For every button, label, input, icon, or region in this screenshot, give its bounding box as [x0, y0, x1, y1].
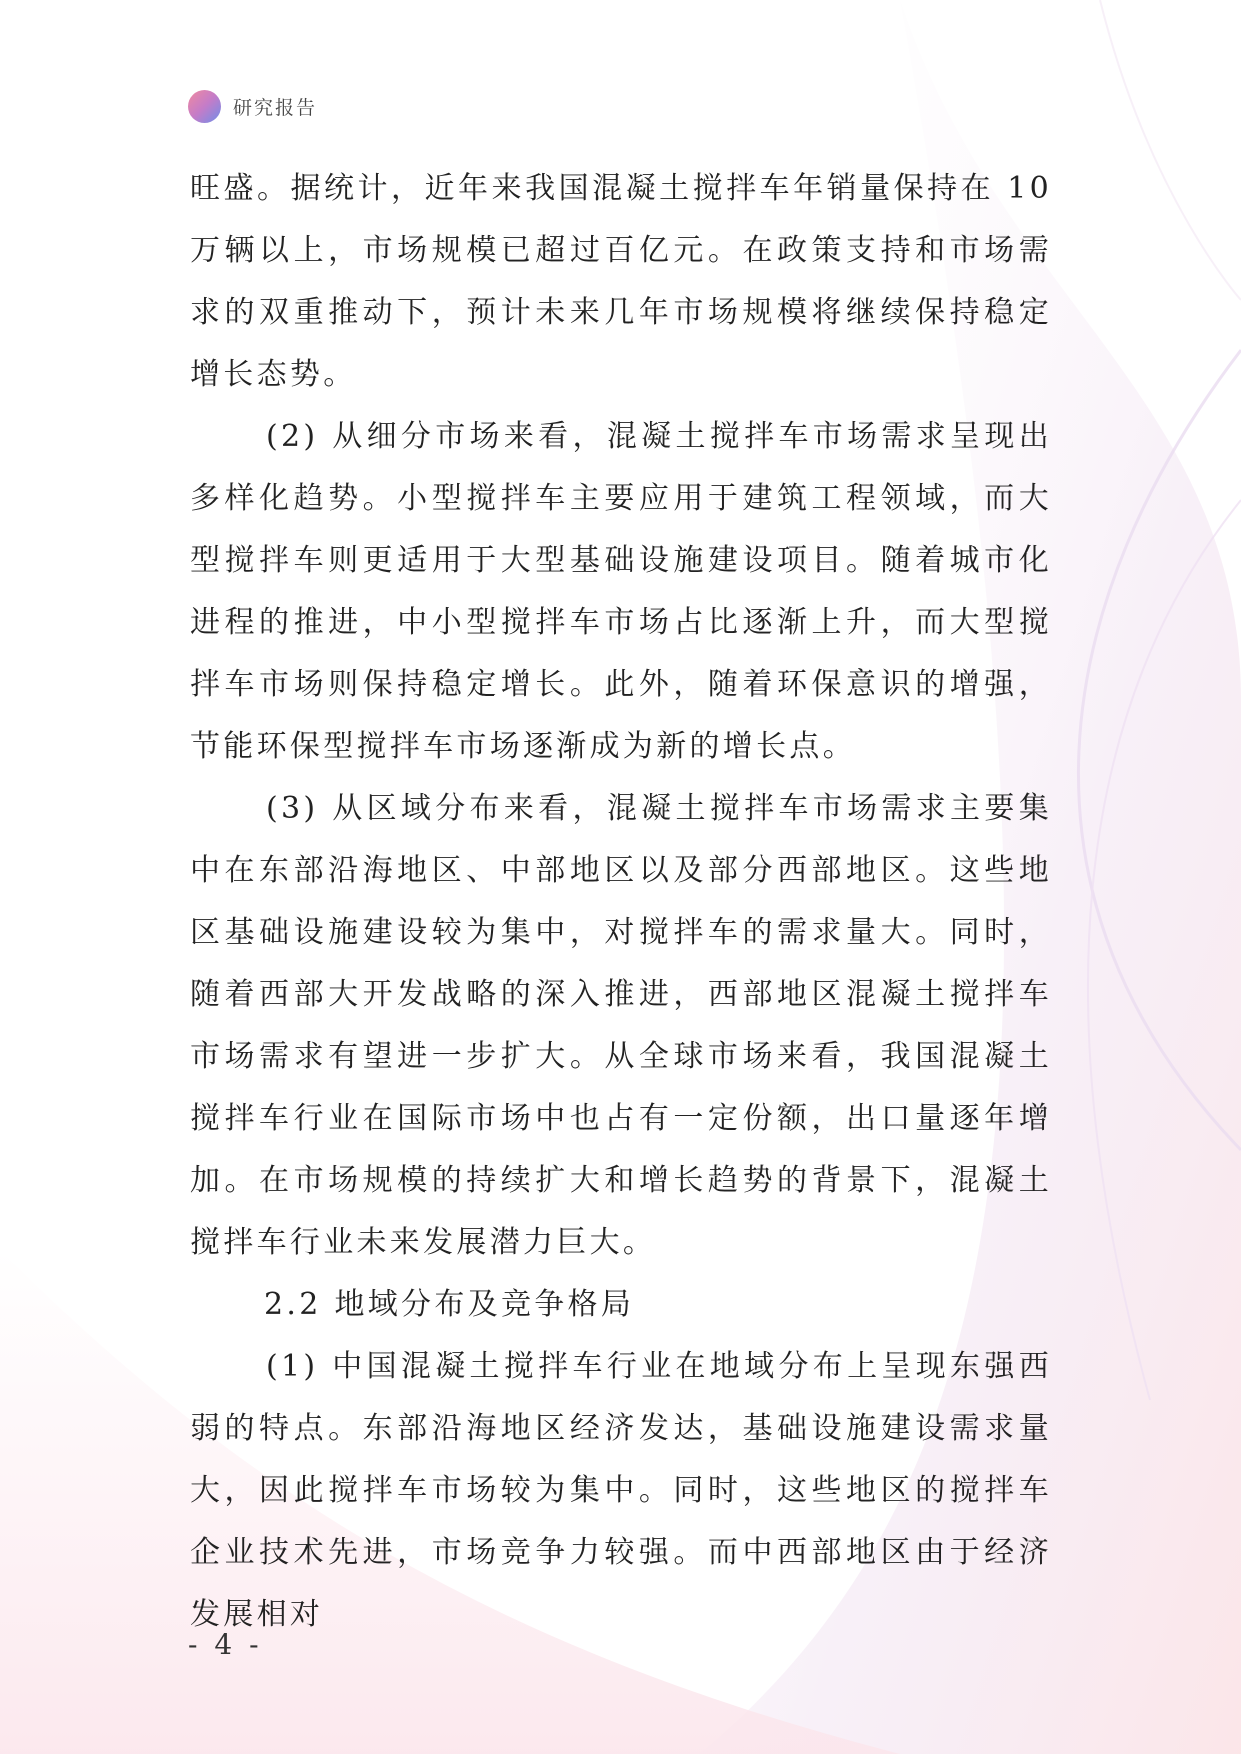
logo-circle-icon	[188, 90, 221, 123]
paragraph-3: (3) 从区域分布来看，混凝土搅拌车市场需求主要集中在东部沿海地区、中部地区以及部分西部地区。这些地区基础设施建设较为集中，对搅拌车的需求量大。同时，随着西部大开发战略的深入推进，西部地区混凝土搅拌车市场需求有望进一步扩大。从全球市场来看，我国混凝土搅拌车行业在国际市场中也占有一定份额，出口量逐年增加。在市场规模的持续扩大和增长趋势的背景下，混凝土搅拌车行业未来发展潜力巨大。	[190, 791, 1052, 1260]
paragraph-4: (1) 中国混凝土搅拌车行业在地域分布上呈现东强西弱的特点。东部沿海地区经济发达，基础设施建设需求量大，因此搅拌车市场较为集中。同时，这些地区的搅拌车企业技术先进，市场竞争力较强。而中西部地区由于经济发展相对	[190, 1349, 1052, 1632]
header-title: 研究报告	[233, 96, 318, 119]
section-heading: 2.2 地域分布及竞争格局	[264, 1287, 635, 1322]
paragraph-1: 旺盛。据统计，近年来我国混凝土搅拌车年销量保持在 10 万辆以上，市场规模已超过百亿元。在政策支持和市场需求的双重推动下，预计未来几年市场规模将继续保持稳定增长态势。	[190, 171, 1052, 392]
page-number: - 4 -	[188, 1628, 263, 1661]
paragraph-2: (2) 从细分市场来看，混凝土搅拌车市场需求呈现出多样化趋势。小型搅拌车主要应用于建筑工程领域，而大型搅拌车则更适用于大型基础设施建设项目。随着城市化进程的推进，中小型搅拌车市场占比逐渐上升，而大型搅拌车市场则保持稳定增长。此外，随着环保意识的增强，节能环保型搅拌车市场逐渐成为新的增长点。	[190, 419, 1052, 764]
document-body	[190, 158, 1052, 1646]
page-header	[188, 88, 317, 124]
